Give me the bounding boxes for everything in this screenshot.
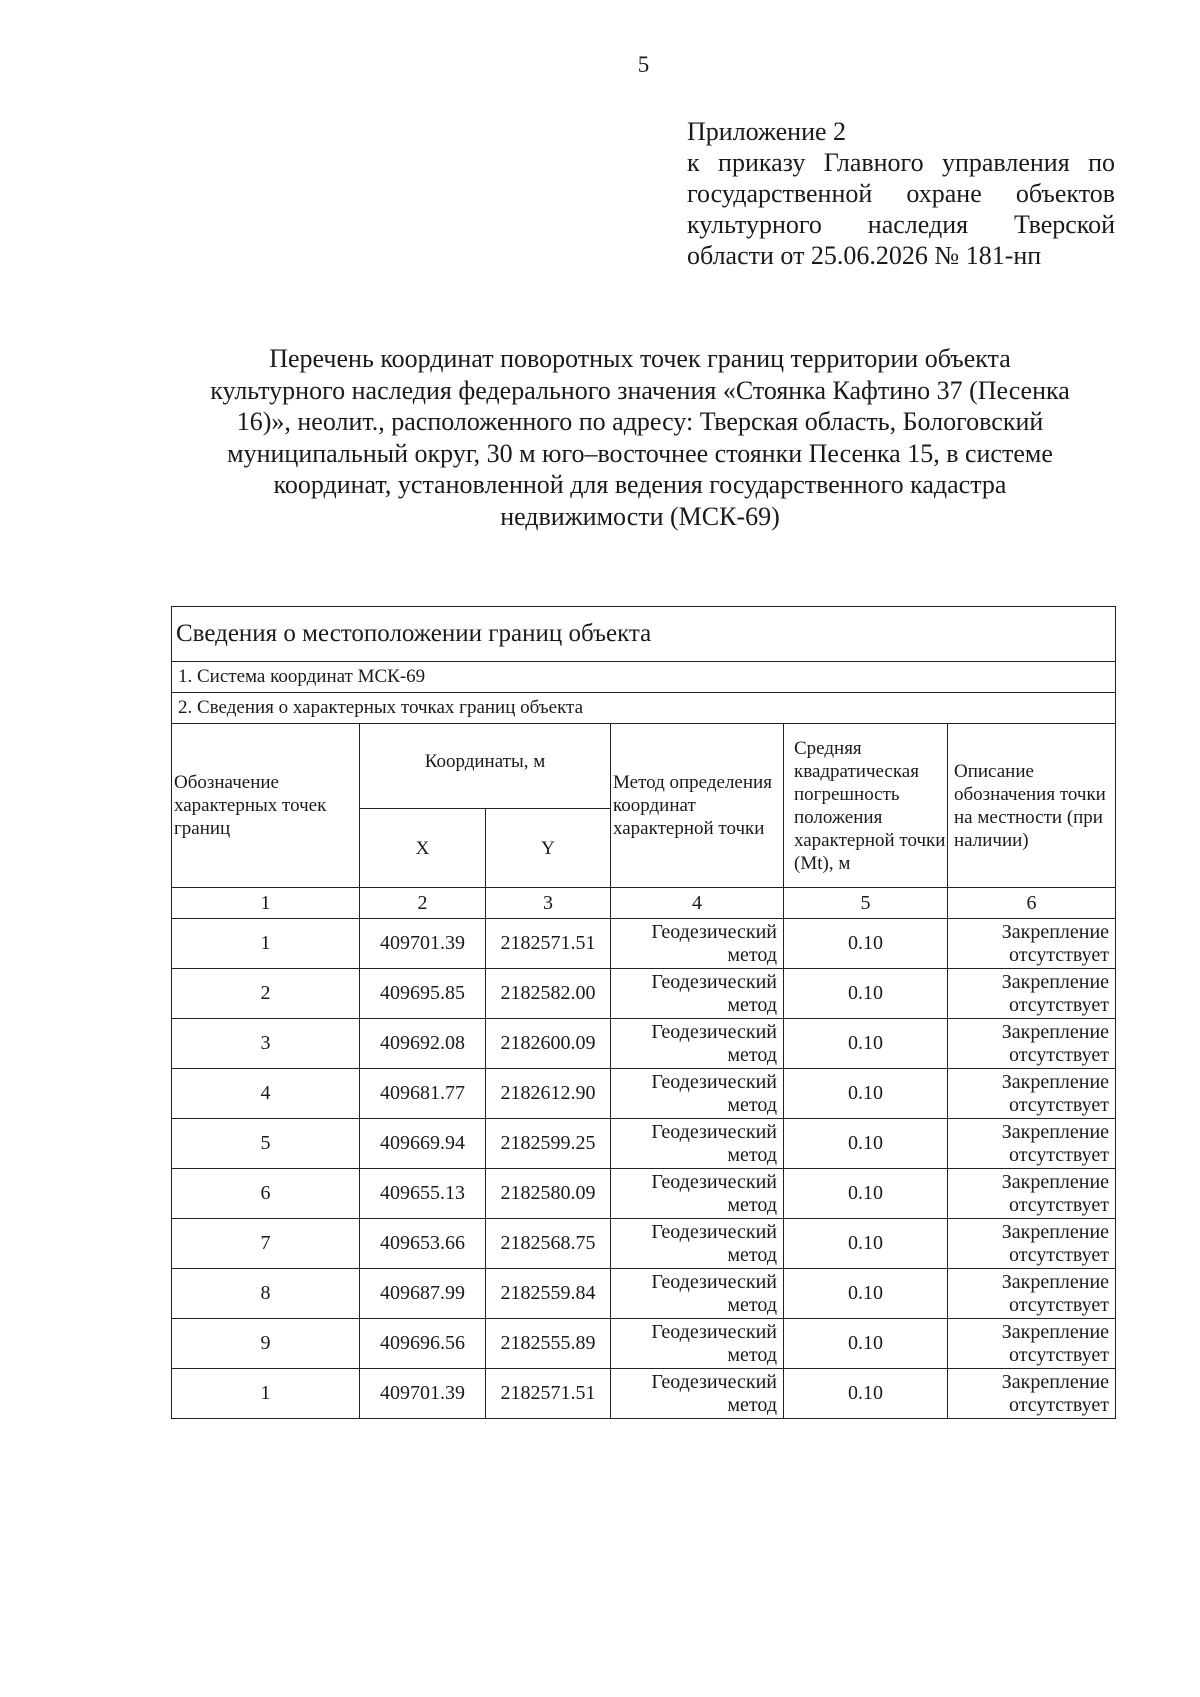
point-cell: 6 [172,1169,360,1219]
method-cell: Геодезический метод [611,1319,784,1369]
column-number: 4 [611,888,784,919]
description-cell: Закрепление отсутствует [948,1219,1116,1269]
header-coordinates: Координаты, м [360,724,611,809]
x-coordinate-cell: 409692.08 [360,1019,486,1069]
section-title: Сведения о местоположении границ объекта [172,607,1116,662]
appendix-line: Приложение 2 [687,117,847,146]
error-cell: 0.10 [784,969,948,1019]
x-coordinate-cell: 409669.94 [360,1119,486,1169]
table-row [172,1219,1116,1269]
header-y: Y [486,809,611,888]
x-coordinate-cell: 409695.85 [360,969,486,1019]
points-title: 2. Сведения о характерных точках границ объекта [172,693,1116,724]
table-row [172,1169,1116,1219]
x-coordinate-cell: 409687.99 [360,1269,486,1319]
error-cell: 0.10 [784,1219,948,1269]
x-coordinate-cell: 409701.39 [360,1369,486,1419]
description-cell: Закрепление отсутствует [948,1269,1116,1319]
x-coordinate-cell: 409655.13 [360,1169,486,1219]
header-method: Метод определения координат характерной точки [611,724,784,888]
error-cell: 0.10 [784,1119,948,1169]
x-coordinate-cell: 409701.39 [360,919,486,969]
header-x: X [360,809,486,888]
table-row [172,1319,1116,1369]
coordinate-system: 1. Система координат МСК-69 [172,662,1116,693]
y-coordinate-cell: 2182582.00 [486,969,611,1019]
column-number: 2 [360,888,486,919]
error-cell: 0.10 [784,1369,948,1419]
appendix-line: к приказу Главного управления по [687,148,1115,177]
header-error: Средняя квадратическая погрешность положения характерной точки (Mt), м [784,724,948,888]
method-cell: Геодезический метод [611,1219,784,1269]
description-cell: Закрепление отсутствует [948,919,1116,969]
point-cell: 7 [172,1219,360,1269]
appendix-block [687,116,1115,271]
error-cell: 0.10 [784,919,948,969]
title-line: муниципальный округ, 30 м юго–восточнее стоянки Песенка 15, в системе [227,438,1053,468]
point-cell: 9 [172,1319,360,1369]
method-cell: Геодезический метод [611,1019,784,1069]
column-number: 5 [784,888,948,919]
table-row [172,919,1116,969]
y-coordinate-cell: 2182599.25 [486,1119,611,1169]
point-cell: 8 [172,1269,360,1319]
column-number: 1 [172,888,360,919]
y-coordinate-cell: 2182571.51 [486,1369,611,1419]
description-cell: Закрепление отсутствует [948,1019,1116,1069]
x-coordinate-cell: 409681.77 [360,1069,486,1119]
y-coordinate-cell: 2182559.84 [486,1269,611,1319]
table-row [172,1269,1116,1319]
method-cell: Геодезический метод [611,1119,784,1169]
table-row [172,1369,1116,1419]
title-line: культурного наследия федерального значения «Стоянка Кафтино 37 (Песенка [210,375,1070,405]
point-cell: 5 [172,1119,360,1169]
title-line: недвижимости (МСК-69) [500,501,780,531]
header-description: Описание обозначения точки на местности (при наличии) [948,724,1116,888]
table-row [172,1019,1116,1069]
method-cell: Геодезический метод [611,1269,784,1319]
page-number: 5 [637,52,650,77]
appendix-line: области от 25.06.2026 № 181-нп [687,241,1042,270]
y-coordinate-cell: 2182600.09 [486,1019,611,1069]
method-cell: Геодезический метод [611,1369,784,1419]
x-coordinate-cell: 409653.66 [360,1219,486,1269]
description-cell: Закрепление отсутствует [948,1069,1116,1119]
error-cell: 0.10 [784,1019,948,1069]
appendix-line: государственной охране объектов [687,179,1115,208]
method-cell: Геодезический метод [611,969,784,1019]
y-coordinate-cell: 2182555.89 [486,1319,611,1369]
point-cell: 3 [172,1019,360,1069]
appendix-line: культурного наследия Тверской [687,210,1115,239]
point-cell: 2 [172,969,360,1019]
point-cell: 1 [172,1369,360,1419]
y-coordinate-cell: 2182580.09 [486,1169,611,1219]
description-cell: Закрепление отсутствует [948,1319,1116,1369]
description-cell: Закрепление отсутствует [948,1169,1116,1219]
document-title [160,343,1120,532]
table-row [172,969,1116,1019]
description-cell: Закрепление отсутствует [948,1369,1116,1419]
y-coordinate-cell: 2182571.51 [486,919,611,969]
x-coordinate-cell: 409696.56 [360,1319,486,1369]
description-cell: Закрепление отсутствует [948,969,1116,1019]
column-number: 6 [948,888,1116,919]
y-coordinate-cell: 2182612.90 [486,1069,611,1119]
title-line: 16)», неолит., расположенного по адресу: Тверская область, Бологовский [236,407,1044,436]
method-cell: Геодезический метод [611,1069,784,1119]
title-line: Перечень координат поворотных точек границ территории объекта [269,344,1011,373]
column-number: 3 [486,888,611,919]
method-cell: Геодезический метод [611,1169,784,1219]
header-designation: Обозначение характерных точек границ [172,724,360,888]
method-cell: Геодезический метод [611,919,784,969]
table-row [172,1119,1116,1169]
coordinates-table [171,606,1116,1419]
table-body [172,919,1116,1419]
error-cell: 0.10 [784,1069,948,1119]
error-cell: 0.10 [784,1169,948,1219]
point-cell: 1 [172,919,360,969]
point-cell: 4 [172,1069,360,1119]
error-cell: 0.10 [784,1319,948,1369]
description-cell: Закрепление отсутствует [948,1119,1116,1169]
table-row [172,1069,1116,1119]
title-line: координат, установленной для ведения государственного кадастра [273,470,1007,499]
y-coordinate-cell: 2182568.75 [486,1219,611,1269]
error-cell: 0.10 [784,1269,948,1319]
